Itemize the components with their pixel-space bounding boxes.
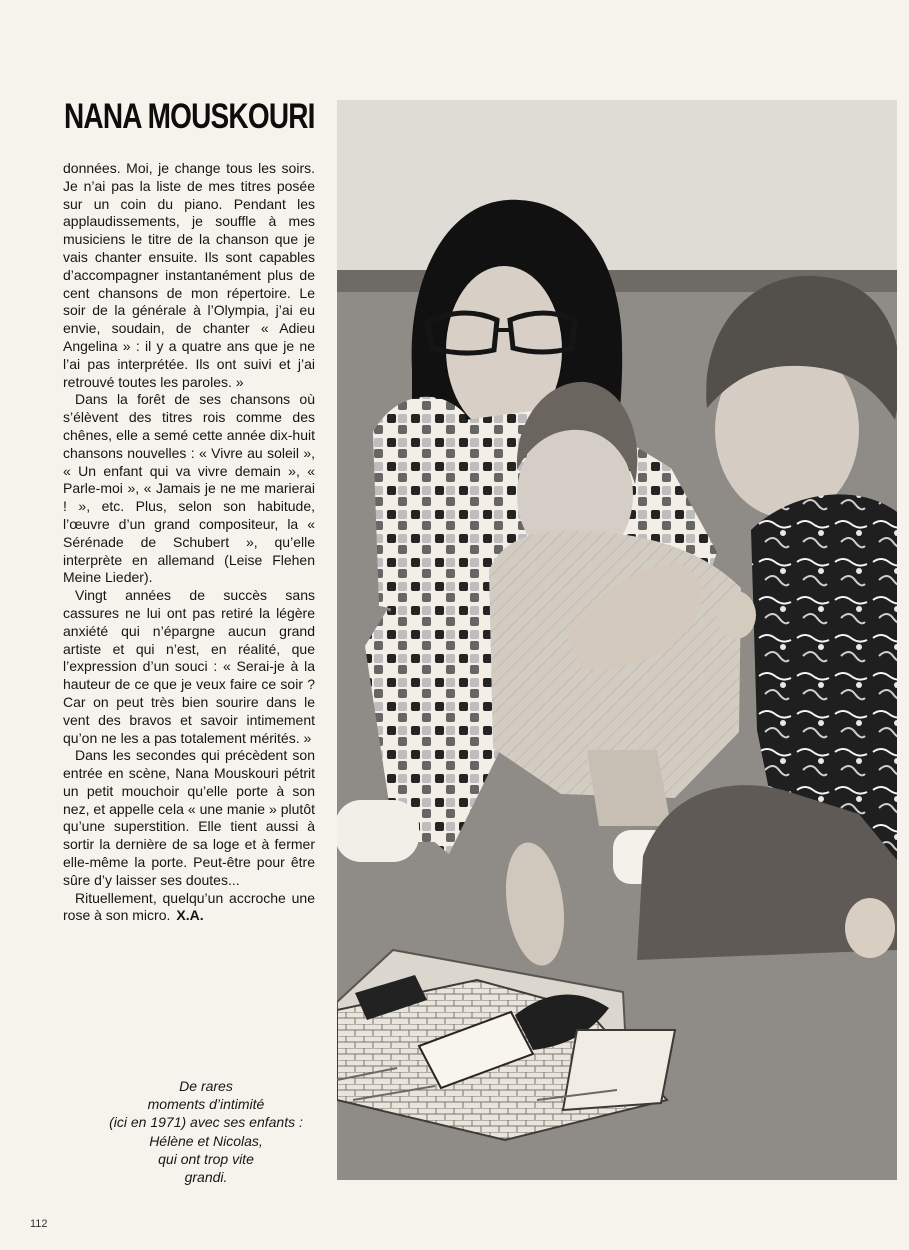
article-paragraph-5: [63, 890, 315, 926]
mother-shoe: [337, 800, 419, 862]
daughter-legs: [587, 750, 671, 826]
article-paragraph-3: Vingt années de succès sans cassures ne lui ont pas retiré la légère anxiété qui n’épargne aucun grand artiste et qui n’est, en réalité, que l’expression d’un souci : « Serai-je à la hauteur de ce que je veux faire ce soir ? Car on peut très bien sourire dans le vent des bravos et savoir intimement qu’on ne les a pas totalement mérités. »: [63, 587, 315, 746]
son-left-hand: [716, 591, 756, 639]
page-number: 112: [30, 1218, 48, 1230]
article-paragraph-5-text: Rituellement, quelqu’un accroche une rose à son micro.: [63, 889, 315, 924]
family-photo-illustration: [337, 100, 897, 1180]
photo-caption: De rares moments d’intimité (ici en 1971) avec ses enfants : Hélène et Nicolas, qui ont trop vite grandi.: [109, 1078, 303, 1186]
article-paragraph-2: Dans la forêt de ses chansons où s’élèvent des titres rois comme des chênes, elle a semé cette année dix-huit chansons nouvelles : « Vivre au soleil », « Un enfant qui va vivre demain », « Parle-moi », « Jamais je ne me marierai ! », etc. Plus, selon son habitude, l’œuvre d’un grand compositeur, la « Sérénade de Schubert », qu’elle interprète en allemand (Leise Flehen Meine Lieder).: [63, 391, 315, 586]
article-text: [63, 160, 315, 925]
article-paragraph-4: Dans les secondes qui précèdent son entrée en scène, Nana Mouskouri pétrit un petit mouchoir qu’elle porte à son nez, et appelle cela « une manie » plutôt qu’une superstition. Elle tient aussi à sortir la dernière de sa loge et à fermer elle-même la porte. Peut-être pour être sûre d’y laisser ses doutes...: [63, 747, 315, 888]
author-signoff: X.A.: [176, 907, 204, 924]
article-paragraph-1: données. Moi, je change tous les soirs. Je n’ai pas la liste de mes titres posée sur un coin du piano. Pendant les applaudissements, je souffle à mes musiciens le titre de la chanson que je vais chanter ensuite. Ils sont capables d’accompagner instantanément plus de cent chansons de mon répertoire. Le soir de la générale à l’Olympia, j’ai eu envie, soudain, de chanter « Adieu Angelina » : il y a quatre ans que je ne l’ai pas interprétée. Ils ont suivi et j’ai retrouvé toutes les paroles. »: [63, 160, 315, 390]
son-hand: [845, 898, 895, 958]
family-photo: [337, 100, 897, 1180]
page-title: NANA MOUSKOURI: [64, 97, 315, 136]
book-flap: [563, 1030, 675, 1110]
